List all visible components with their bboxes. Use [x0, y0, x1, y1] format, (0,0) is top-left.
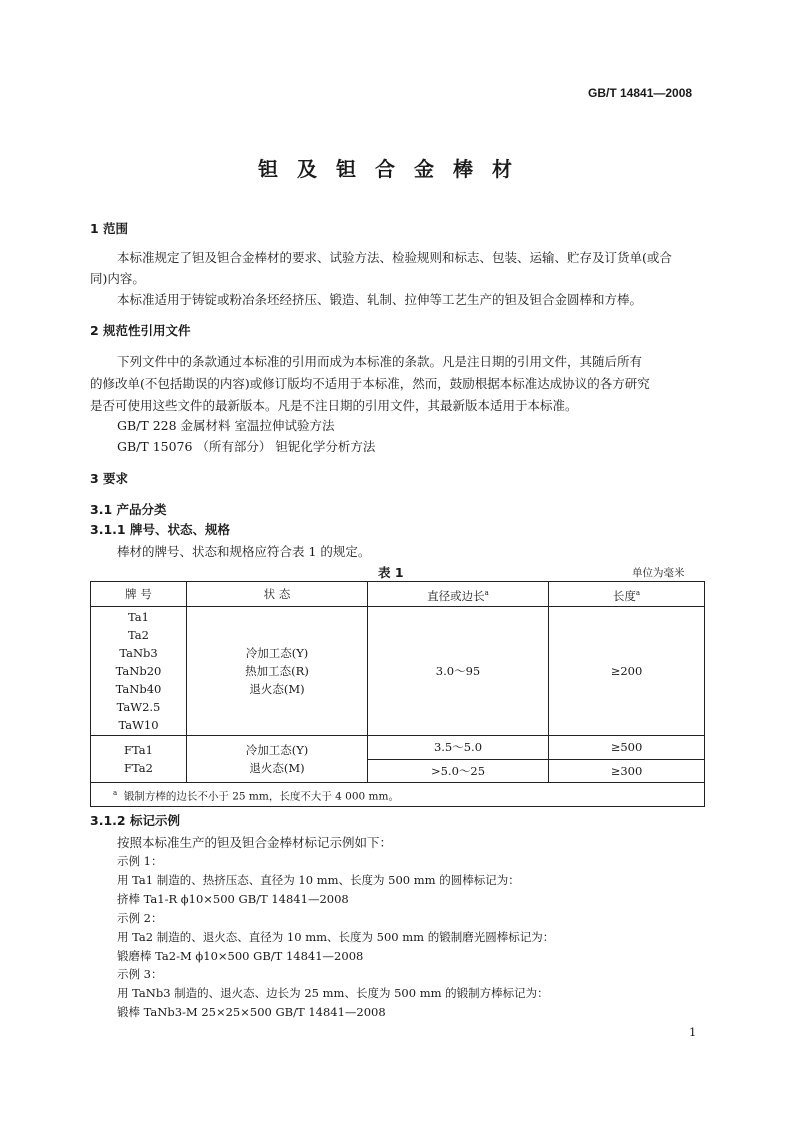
table-row [91, 607, 705, 736]
footnote-ref: a [484, 588, 489, 597]
section-1-paragraph-1b: 同)内容。 [90, 271, 145, 286]
example-2-mark: 锻磨棒 Ta2-M ϕ10×500 GB/T 14841—2008 [117, 949, 364, 963]
col-header-length: 长度$^a$ [549, 582, 705, 607]
standard-code: GB/T 14841—2008 [588, 86, 693, 100]
section-3-1-1-heading: 3.1.1 牌号、状态、规格 [90, 522, 230, 537]
section-2-paragraph-a: 下列文件中的条款通过本标准的引用而成为本标准的条款。凡是注日期的引用文件，其随后所有 [117, 354, 643, 369]
example-1-mark: 挤棒 Ta1-R ϕ10×500 GB/T 14841—2008 [117, 892, 349, 906]
table-footnote-row [91, 783, 705, 807]
size-cell: >5.0～25 [368, 759, 549, 783]
example-1-desc: 用 Ta1 制造的、热挤压态、直径为 10 mm、长度为 500 mm 的圆棒标记为： [117, 873, 520, 887]
section-3-1-1-text: 棒材的牌号、状态和规格应符合表 1 的规定。 [117, 544, 371, 559]
example-2-label: 示例 2： [117, 911, 163, 925]
length-cell: ≥200 [549, 607, 705, 736]
section-2-paragraph-c: 是否可使用这些文件的最新版本。凡是不注日期的引用文件，其最新版本适用于本标准。 [90, 398, 578, 413]
grade-cell: FTa1 FTa2 [91, 736, 187, 783]
example-3-desc: 用 TaNb3 制造的、退火态、边长为 25 mm、长度为 500 mm 的锻制方棒标记为： [117, 986, 549, 1000]
section-1-heading: 1 范围 [90, 221, 129, 236]
table-unit: 单位为毫米 [632, 567, 685, 579]
page-title: 钽及钽合金棒材 [258, 157, 531, 181]
example-3-label: 示例 3： [117, 967, 163, 981]
size-cell: 3.0～95 [368, 607, 549, 736]
reference-gbt228: GB/T 228 金属材料 室温拉伸试验方法 [117, 418, 335, 433]
table-caption: 表 1 [378, 565, 404, 580]
section-2-paragraph-b: 的修改单(不包括勘误的内容)或修订版均不适用于本标准，然而，鼓励根据本标准达成协议的各方研究 [90, 376, 650, 391]
section-3-1-heading: 3.1 产品分类 [90, 502, 167, 517]
grade-cell: Ta1 Ta2 TaNb3 TaNb20 TaNb40 TaW2.5 TaW10 [91, 607, 187, 736]
example-2-desc: 用 Ta2 制造的、退火态、直径为 10 mm、长度为 500 mm 的锻制磨光圆棒标记为： [117, 930, 555, 944]
page-number: 1 [689, 1025, 697, 1039]
section-2-heading: 2 规范性引用文件 [90, 323, 191, 338]
length-cell: ≥500 [549, 736, 705, 760]
section-1-paragraph-1a: 本标准规定了钽及钽合金棒材的要求、试验方法、检验规则和标志、包装、运输、贮存及订货单(或合 [117, 250, 672, 265]
col-header-state: 状 态 [187, 582, 368, 607]
state-cell: 冷加工态(Y) 热加工态(R) 退火态(M) [187, 607, 368, 736]
reference-gbt15076: GB/T 15076 （所有部分） 钽铌化学分析方法 [117, 439, 376, 454]
state-cell: 冷加工态(Y) 退火态(M) [187, 736, 368, 783]
size-cell: 3.5～5.0 [368, 736, 549, 760]
col-header-grade: 牌 号 [91, 582, 187, 607]
table-header-row [91, 582, 705, 607]
example-3-mark: 锻棒 TaNb3-M 25×25×500 GB/T 14841—2008 [117, 1005, 386, 1019]
table-row [91, 736, 705, 760]
col-header-size: 直径或边长$^a$ [368, 582, 549, 607]
footnote-ref: a [635, 588, 641, 597]
section-3-1-2-text: 按照本标准生产的钽及钽合金棒材标记示例如下： [117, 835, 393, 850]
table-footnote: $^a$ 锻制方棒的边长不小于 25 mm，长度不大于 4 000 mm。 [91, 783, 705, 807]
example-1-label: 示例 1： [117, 854, 163, 868]
section-1-paragraph-2: 本标准适用于铸锭或粉冶条坯经挤压、锻造、轧制、拉伸等工艺生产的钽及钽合金圆棒和方棒。 [117, 292, 643, 307]
spec-table [90, 581, 705, 807]
length-cell: ≥300 [549, 759, 705, 783]
section-3-1-2-heading: 3.1.2 标记示例 [90, 813, 180, 828]
section-3-heading: 3 要求 [90, 471, 129, 486]
